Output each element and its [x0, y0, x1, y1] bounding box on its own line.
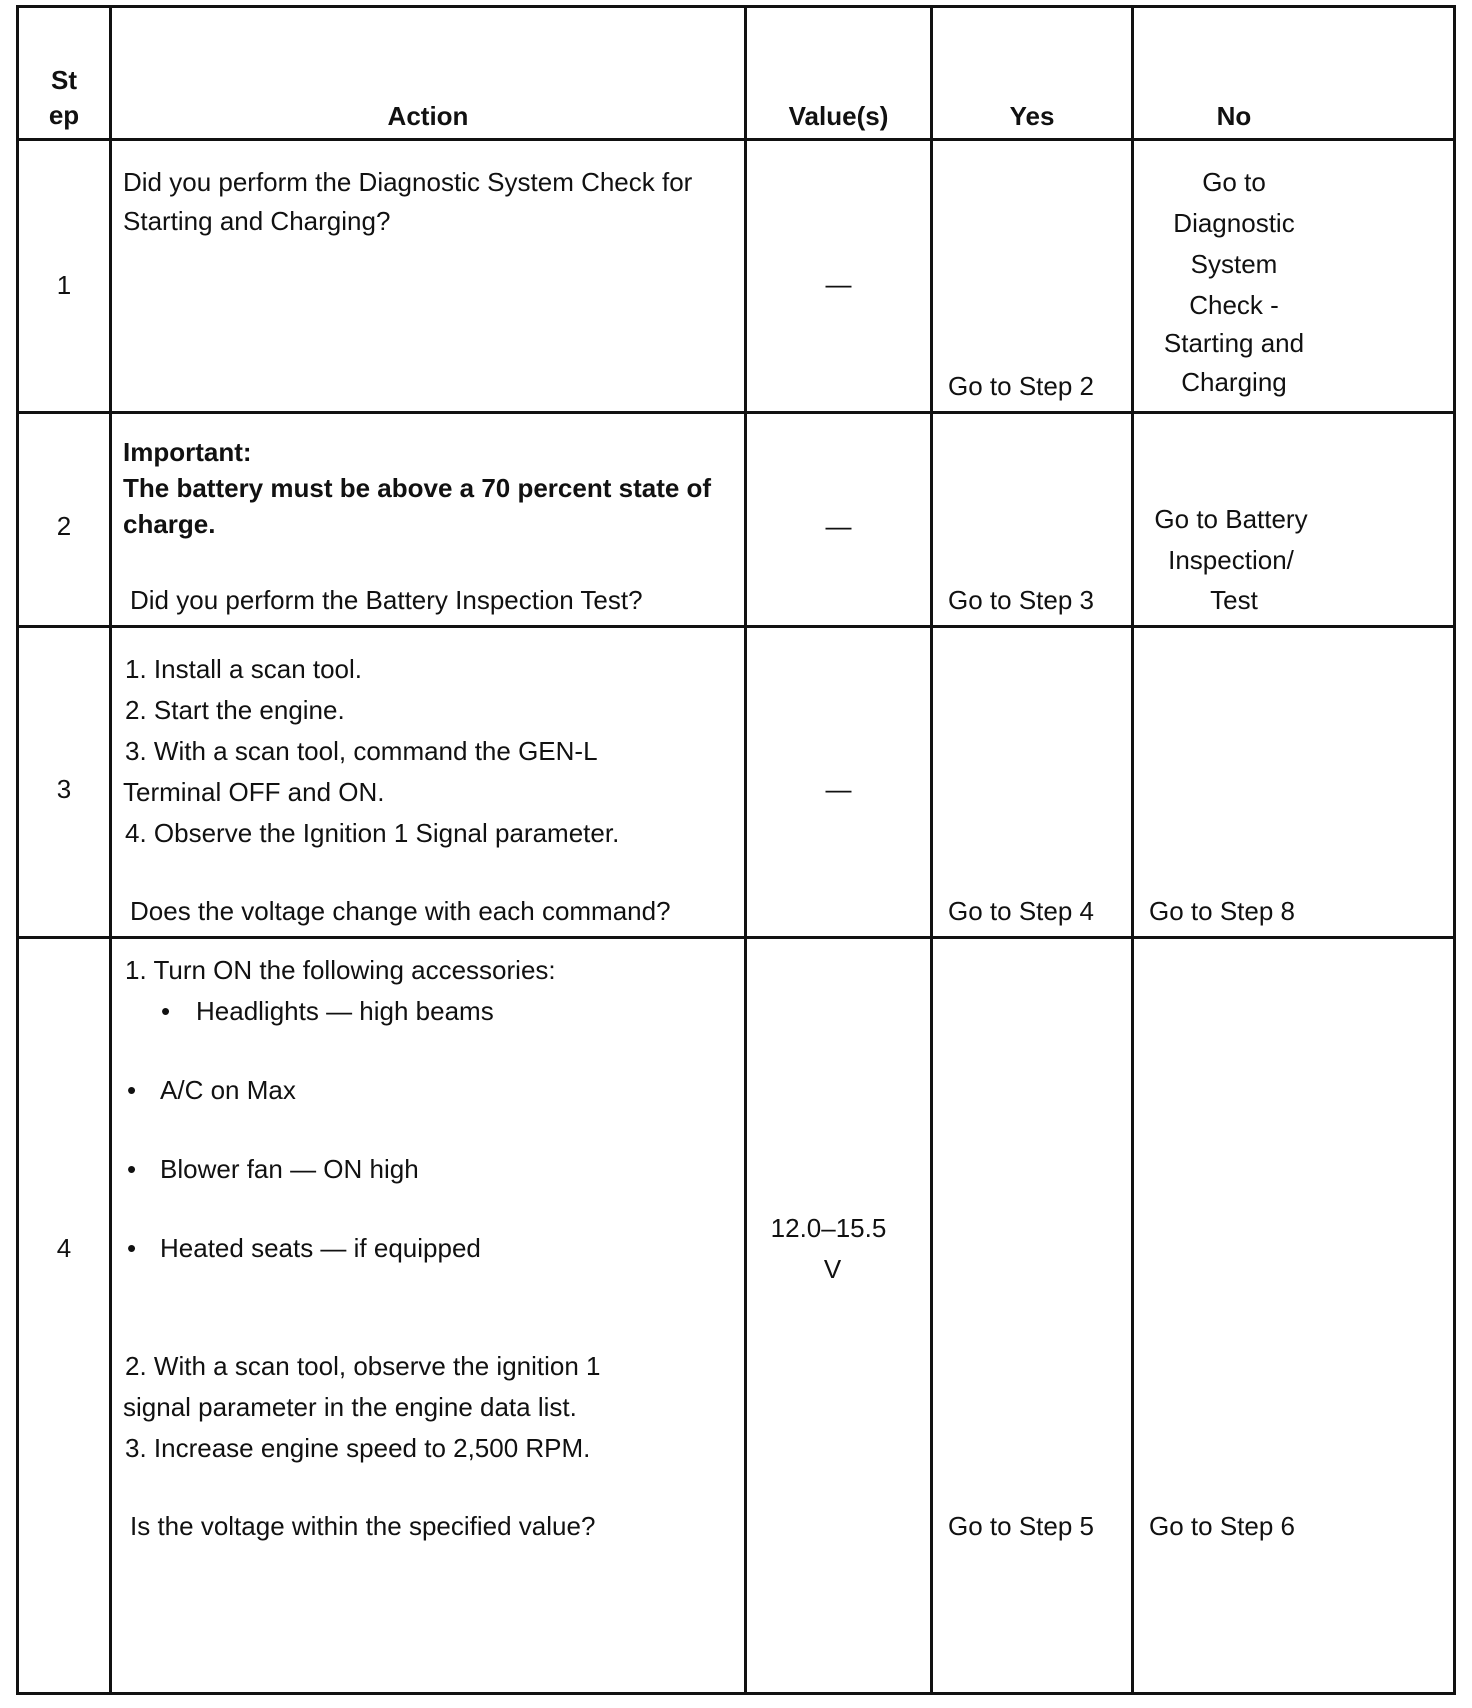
- no-text-line: Diagnostic: [1173, 208, 1295, 238]
- important-text: charge.: [123, 509, 216, 539]
- column-divider: [744, 8, 747, 1692]
- action-text: Did you perform the Diagnostic System Check for: [123, 167, 693, 197]
- value-text: —: [825, 269, 852, 299]
- no-text-line: Go to: [1202, 167, 1266, 197]
- bullet-item: Blower fan — ON high: [160, 1154, 419, 1184]
- action-step: 3. With a scan tool, command the GEN-L: [125, 736, 598, 766]
- no-text-line: Check -: [1189, 290, 1279, 320]
- action-step: 2. With a scan tool, observe the ignition 1: [125, 1351, 601, 1381]
- action-step: 4. Observe the Ignition 1 Signal parameter.: [125, 818, 620, 848]
- row-divider: [19, 625, 1453, 628]
- action-question: Did you perform the Battery Inspection Test?: [130, 585, 643, 615]
- column-divider: [930, 8, 933, 1692]
- important-text: The battery must be above a 70 percent state of: [123, 473, 712, 503]
- no-text-line: Test: [1210, 585, 1258, 615]
- header-values: Value(s): [788, 101, 889, 131]
- bullet-glyph: •: [161, 996, 171, 1026]
- header-step-line1: St: [51, 65, 77, 95]
- header-yes: Yes: [1009, 101, 1055, 131]
- step-number: 3: [56, 774, 72, 804]
- no-link[interactable]: Go to Step 8: [1149, 896, 1295, 926]
- yes-link[interactable]: Go to Step 2: [948, 371, 1094, 401]
- bullet-item: Headlights — high beams: [196, 996, 494, 1026]
- action-step: 2. Start the engine.: [125, 695, 345, 725]
- bullet-glyph: •: [127, 1075, 137, 1105]
- important-label: Important:: [123, 437, 252, 467]
- action-step: 3. Increase engine speed to 2,500 RPM.: [125, 1433, 591, 1463]
- action-step: signal parameter in the engine data list.: [123, 1392, 577, 1422]
- header-step-line2: ep: [48, 100, 80, 130]
- yes-link[interactable]: Go to Step 4: [948, 896, 1094, 926]
- diagnostic-table: [16, 5, 1456, 1695]
- value-text: —: [825, 774, 852, 804]
- no-text-line: System: [1190, 249, 1278, 279]
- step-number: 1: [56, 270, 72, 300]
- bullet-item: Heated seats — if equipped: [160, 1233, 481, 1263]
- action-question: Does the voltage change with each command?: [130, 896, 671, 926]
- action-question: Is the voltage within the specified value?: [130, 1511, 596, 1541]
- bullet-glyph: •: [127, 1154, 137, 1184]
- no-link[interactable]: Go to Step 6: [1149, 1511, 1295, 1541]
- row-divider: [19, 411, 1453, 414]
- action-text: Starting and Charging?: [123, 206, 391, 236]
- action-step: 1. Install a scan tool.: [125, 654, 363, 684]
- no-text-line: Go to Battery: [1154, 504, 1308, 534]
- step-number: 4: [56, 1233, 72, 1263]
- value-text: —: [825, 511, 852, 541]
- yes-link[interactable]: Go to Step 3: [948, 585, 1094, 615]
- no-text-line: Starting and: [1163, 328, 1305, 358]
- no-text-line: Charging: [1181, 367, 1287, 397]
- no-text-line: Inspection/: [1168, 545, 1294, 575]
- yes-link[interactable]: Go to Step 5: [948, 1511, 1094, 1541]
- value-text: 12.0–15.5: [770, 1213, 887, 1243]
- row-divider: [19, 936, 1453, 939]
- row-divider: [19, 138, 1453, 141]
- value-text: V: [823, 1254, 842, 1284]
- bullet-item: A/C on Max: [160, 1075, 296, 1105]
- action-step: 1. Turn ON the following accessories:: [125, 955, 556, 985]
- column-divider: [109, 8, 112, 1692]
- step-number: 2: [56, 511, 72, 541]
- header-action: Action: [387, 101, 469, 131]
- bullet-glyph: •: [127, 1233, 137, 1263]
- action-step: Terminal OFF and ON.: [123, 777, 385, 807]
- header-no: No: [1216, 101, 1252, 131]
